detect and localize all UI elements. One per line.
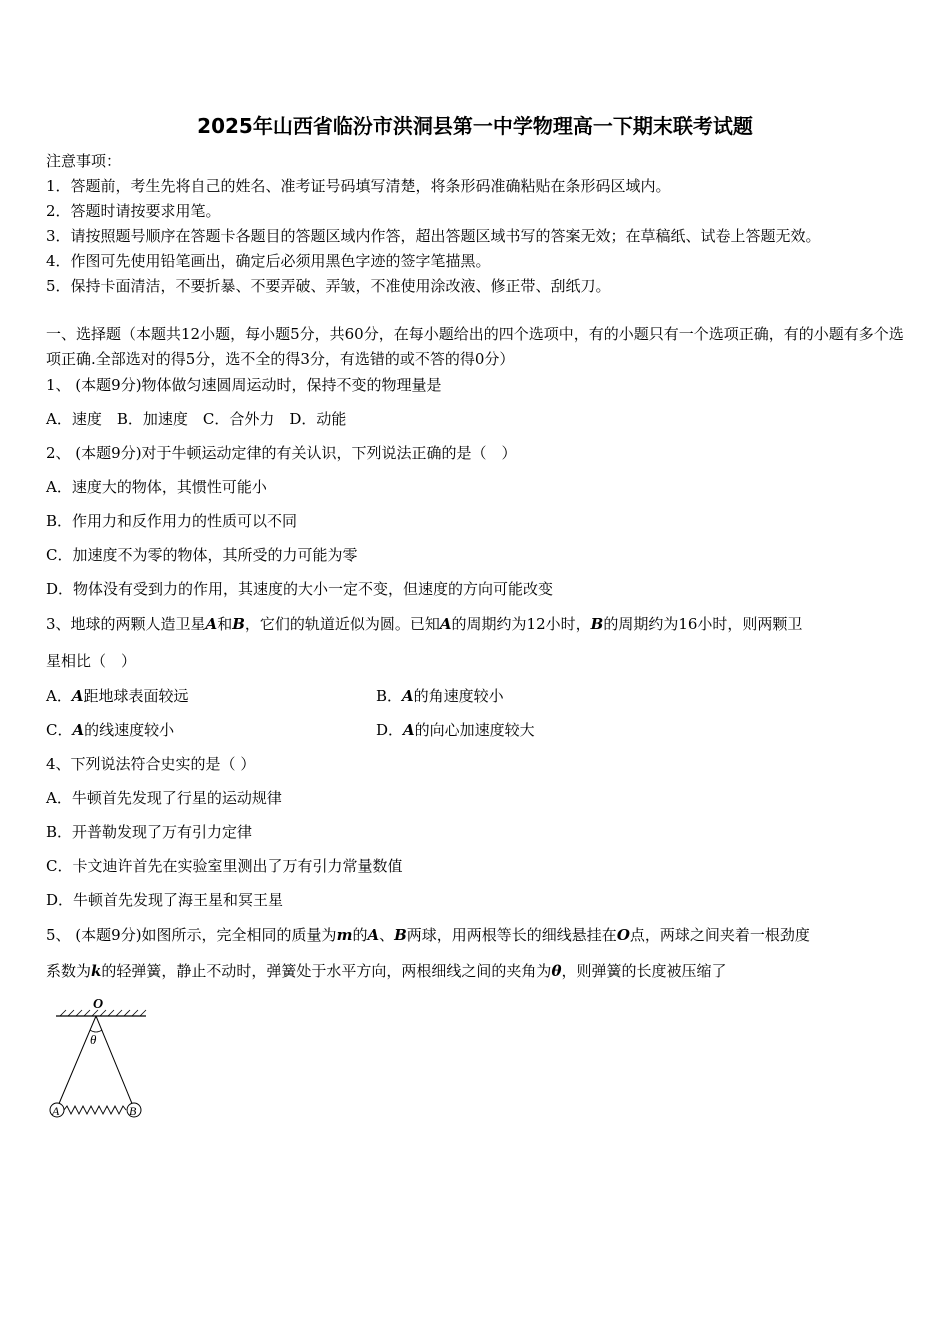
page-title: 2025年山西省临汾市洪洞县第一中学物理高一下期末联考试题 [197,114,753,138]
string-b [96,1016,133,1106]
pendulum-spring-figure [44,994,154,1120]
q4-option-a: A．牛顿首先发现了行星的运动规律 [46,789,282,807]
q1-stem: 1、 (本题9分)物体做匀速圆周运动时，保持不变的物理量是 [46,376,442,394]
notice-item-5: 5．保持卡面清洁，不要折暴、不要弄破、弄皱，不准使用涂改液、修正带、刮纸刀。 [46,277,611,295]
q3-option-b: B．A的角速度较小 [376,687,504,705]
q1-options: A．速度 B．加速度 C．合外力 D．动能 [46,410,347,428]
q4-option-d: D．牛顿首先发现了海王星和冥王星 [46,891,284,909]
notice-item-4: 4．作图可先使用铅笔画出，确定后必须用黑色字迹的签字笔描黑。 [46,252,491,270]
q3-option-c: C．A的线速度较小 [46,721,175,739]
q5-stem-line2: 系数为k的轻弹簧，静止不动时，弹簧处于水平方向，两根细线之间的夹角为θ，则弹簧的长度被压缩了 [46,962,727,980]
label-theta: θ [90,1032,97,1047]
notice-heading: 注意事项： [46,152,122,170]
label-o: O [93,997,104,1012]
q3-stem-line2: 星相比（ ） [46,652,137,670]
q2-option-d: D．物体没有受到力的作用，其速度的大小一定不变，但速度的方向可能改变 [46,580,554,598]
q2-stem: 2、 (本题9分)对于牛顿运动定律的有关认识，下列说法正确的是（ ） [46,444,517,462]
label-b: B [129,1104,137,1118]
q2-option-b: B．作用力和反作用力的性质可以不同 [46,512,298,530]
q5-stem-line1: 5、 (本题9分)如图所示，完全相同的质量为m的A、B两球，用两根等长的细线悬挂在O点，两球之间夹着一根劲度 [46,926,810,944]
q3-stem-line1: 3、地球的两颗人造卫星A和B，它们的轨道近似为圆。已知A的周期约为12小时，B的周期约为16小时，则两颗卫 [46,615,803,633]
q2-option-c: C．加速度不为零的物体，其所受的力可能为零 [46,546,358,564]
q4-stem: 4、下列说法符合史实的是（ ） [46,755,256,773]
label-a: A [52,1104,60,1118]
notice-item-2: 2．答题时请按要求用笔。 [46,202,221,220]
q3-option-a: A．A距地球表面较远 [46,687,189,705]
notice-item-1: 1．答题前，考生先将自己的姓名、准考证号码填写清楚，将条形码准确粘贴在条形码区域内。 [46,177,671,195]
string-a [58,1016,96,1106]
figure-svg [44,994,154,1120]
spring [64,1106,126,1114]
q4-option-b: B．开普勒发现了万有引力定律 [46,823,253,841]
section-intro: 一、选择题（本题共12小题，每小题5分，共60分，在每小题给出的四个选项中，有的小题只有一个选项正确，有的小题有多个选项正确.全部选对的得5分，选不全的得3分，有选错的或不答的得0分） [46,325,904,368]
notice-item-3: 3．请按照题号顺序在答题卡各题目的答题区域内作答，超出答题区域书写的答案无效；在草稿纸、试卷上答题无效。 [46,227,821,245]
q4-option-c: C．卡文迪许首先在实验室里测出了万有引力常量数值 [46,857,403,875]
q3-option-d: D．A的向心加速度较大 [376,721,535,739]
q2-option-a: A．速度大的物体，其惯性可能小 [46,478,267,496]
